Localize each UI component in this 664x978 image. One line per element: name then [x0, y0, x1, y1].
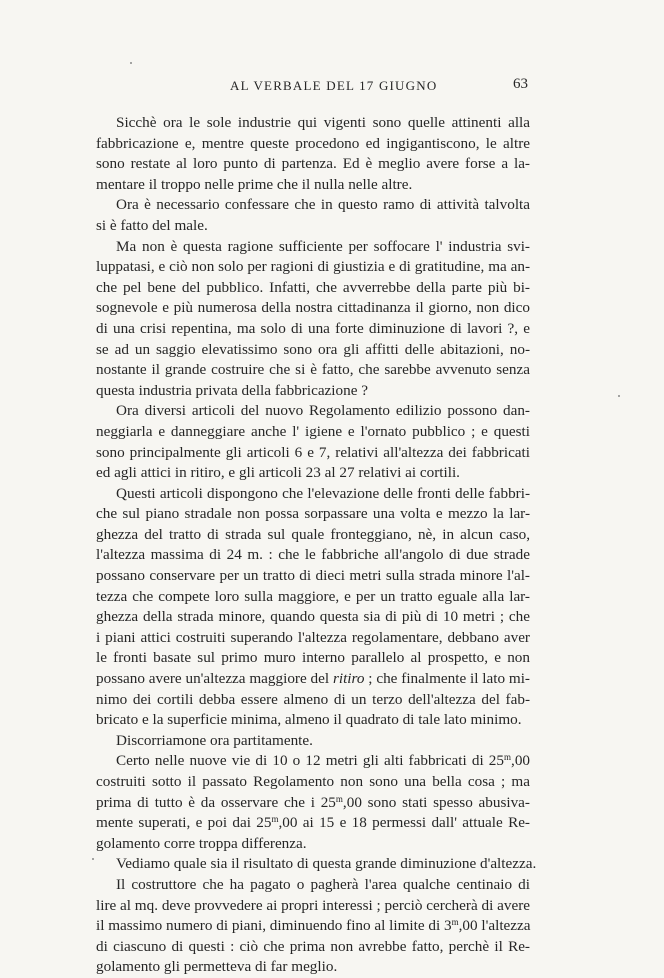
text-line: luppatasi, e ciò non solo per ragioni di giustizia e di gratitudine, ma an-	[96, 258, 530, 276]
text-line: i piani attici costruiti superando l'altezza regolamentare, debbano aver	[96, 628, 530, 646]
text-line: lire al mq. deve provvedere ai propri interessi ; perciò cercherà di avere	[96, 896, 530, 914]
text-line: si è fatto del male.	[96, 216, 208, 234]
text-line: nimo dei cortili debba essere almeno di un terzo dell'altezza del fab-	[96, 690, 530, 708]
text-line: il massimo numero di piani, diminuendo fino al limite di 3$^m$,00 l'altezza	[96, 917, 531, 935]
text-line: ghezza della strada minore, quando questa sia di più di 10 metri ; che	[96, 608, 530, 626]
text-line: se ad un saggio elevatissimo sono ora gli affitti delle abitazioni, no-	[96, 340, 530, 358]
text-line: Vediamo quale sia il risultato di questa grande diminuzione d'altezza.	[116, 855, 537, 873]
text-line: Il costruttore che ha pagato o pagherà l'area qualche centinaio di	[116, 875, 530, 893]
text-line: che sul piano stradale non possa sorpassare una volta e mezzo la lar-	[96, 505, 530, 523]
text-line: che pel bene del pubblico. Infatti, che avverrebbe della parte più bi-	[96, 278, 530, 296]
text-line: ed agli attici in ritiro, e gli articoli 23 al 27 relativi ai cortili.	[96, 464, 460, 482]
body-text	[96, 113, 537, 978]
text-line: costruiti sotto il passato Regolamento non sono una bella cosa ; ma	[96, 773, 530, 790]
paper-speck	[618, 395, 620, 397]
text-line: l'altezza massima di 24 m. : che le fabbriche all'angolo di due strade	[96, 546, 530, 564]
text-line: nostante il grande costruire che si è fatto, che sarebbe avvenuto senza	[96, 361, 530, 379]
paper-speck	[92, 858, 94, 860]
text-line: di una crisi repentina, ma solo di una forte diminuzione di lavori ?, e	[96, 319, 530, 337]
running-title: AL VERBALE DEL 17 GIUGNO	[230, 78, 438, 93]
text-line: mentare il troppo nelle prime che il nulla nelle altre.	[96, 175, 413, 193]
text-line: Questi articoli dispongono che l'elevazione delle fronti delle fabbri-	[116, 484, 530, 502]
text-line: golamento gli permetteva di far meglio.	[96, 958, 338, 976]
text-line: possano conservare per un tratto di dieci metri sulla strada minore l'al-	[96, 567, 530, 585]
text-line: golamento corre troppa differenza.	[96, 834, 307, 852]
text-line: sono restate al loro punto di partenza. Ed è meglio avere forse a la-	[96, 155, 530, 173]
text-line: sognevole e più numerosa della nostra cittadinanza il giorno, non dico	[96, 299, 530, 317]
text-line: neggiarla e danneggiare anche l' igiene e l'ornato pubblico ; e questi	[96, 422, 530, 440]
text-line: Certo nelle nuove vie di 10 o 12 metri gli alti fabbricati di 25$^m$,00	[116, 752, 530, 770]
text-line: Ma non è questa ragione sufficiente per soffocare l' industria svi-	[116, 237, 530, 255]
text-line: sono principalmente gli articoli 6 e 7, relativi all'altezza dei fabbricati	[96, 443, 530, 461]
text-line: prima di tutto è da osservare che i 25$^m$,00 sono stati spesso abusiva-	[96, 793, 530, 811]
page-number: 63	[513, 76, 528, 92]
text-line: mente superati, e poi dai 25$^m$,00 ai 15 e 18 permessi dall' attuale Re-	[96, 814, 530, 832]
text-line: Sicchè ora le sole industrie qui vigenti sono quelle attinenti alla	[116, 114, 530, 131]
text-line: fabbricazione e, mentre queste procedono ed ingigantiscono, le altre	[96, 134, 530, 152]
text-line: tezza che compete loro sulla maggiore, e per un tratto eguale alla lar-	[96, 587, 530, 605]
text-line: bricato e la superficie minima, almeno il quadrato di tale lato minimo.	[96, 711, 522, 729]
text-line: questa industria privata della fabbricazione ?	[96, 381, 368, 399]
text-line: Ora è necessario confessare che in questo ramo di attività talvolta	[116, 196, 530, 214]
text-line: possano avere un'altezza maggiore del ritiro ; che finalmente il lato mi-	[96, 670, 530, 688]
running-head	[82, 76, 528, 100]
text-line: di ciascuno di questi : ciò che prima non avrebbe fatto, perchè il Re-	[96, 937, 530, 955]
text-line: Ora diversi articoli del nuovo Regolamento edilizio possono dan-	[116, 402, 530, 420]
text-line: Discorriamone ora partitamente.	[116, 731, 313, 749]
text-line: ghezza del tratto di strada sul quale fronteggiano, nè, in alcun caso,	[96, 525, 530, 543]
text-line: le fronti basate sul primo muro interno parallelo al prospetto, e non	[96, 649, 530, 667]
paper-speck	[130, 62, 132, 64]
